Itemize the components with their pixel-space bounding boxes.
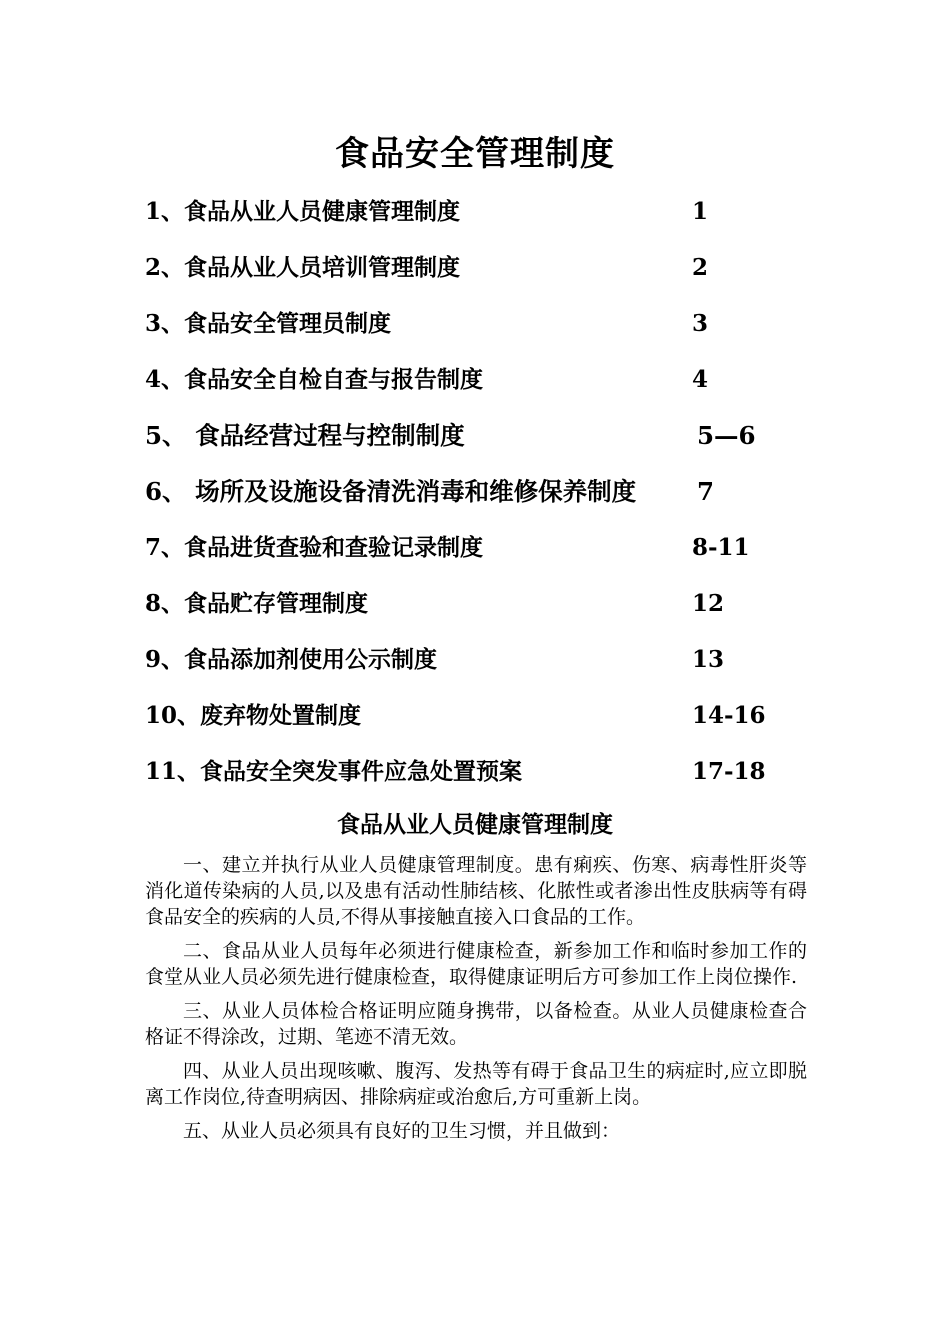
toc-item-page: 4 [692, 366, 709, 393]
section-body [145, 852, 807, 1152]
toc-item-label: 2、食品从业人员培训管理制度 [145, 254, 461, 281]
paragraph: 五、从业人员必须具有良好的卫生习惯，并且做到： [183, 1120, 621, 1142]
paragraph: 四、从业人员出现咳嗽、腹泻、发热等有碍于食品卫生的病症时,应立即脱离工作岗位,待查明病因、排除病症或治愈后,方可重新上岗。 [145, 1060, 807, 1108]
toc-item-6 [145, 470, 845, 526]
toc-item-label: 9、食品添加剂使用公示制度 [145, 646, 438, 673]
paragraph: 一、建立并执行从业人员健康管理制度。患有痢疾、伤寒、病毒性肝炎等消化道传染病的人员,以及患有活动性肺结核、化脓性或者渗出性皮肤病等有碍食品安全的疾病的人员,不得从事接触直接入口食品的工作。 [145, 854, 807, 928]
toc-item-label: 8、食品贮存管理制度 [145, 590, 369, 617]
toc-item-label: 1、食品从业人员健康管理制度 [145, 198, 461, 225]
toc-item-7 [145, 526, 845, 582]
toc-item-1 [145, 190, 845, 246]
toc-item-label: 7、食品进货查验和查验记录制度 [145, 534, 484, 561]
toc-item-label: 4、食品安全自检自查与报告制度 [145, 366, 484, 393]
toc-item-page: 5—6 [697, 421, 756, 450]
paragraph: 三、从业人员体检合格证明应随身携带，以备检查。从业人员健康检查合格证不得涂改，过期、笔迹不清无效。 [145, 1000, 807, 1048]
document-title: 食品安全管理制度 [335, 134, 615, 174]
section-title: 食品从业人员健康管理制度 [337, 811, 613, 838]
table-of-contents [145, 190, 845, 806]
toc-item-label: 5、 食品经营过程与控制制度 [145, 421, 465, 450]
toc-item-label: 10、废弃物处置制度 [145, 702, 362, 729]
toc-item-11 [145, 750, 845, 806]
toc-item-page: 17-18 [692, 758, 766, 785]
toc-item-page: 13 [692, 646, 725, 673]
toc-item-page: 2 [692, 254, 709, 281]
toc-item-10 [145, 694, 845, 750]
toc-item-page: 1 [692, 198, 709, 225]
paragraph: 二、食品从业人员每年必须进行健康检查，新参加工作和临时参加工作的食堂从业人员必须先进行健康检查，取得健康证明后方可参加工作上岗位操作. [145, 940, 807, 988]
toc-item-label: 3、食品安全管理员制度 [145, 310, 392, 337]
toc-item-page: 3 [692, 310, 709, 337]
toc-item-page: 7 [697, 477, 715, 506]
toc-item-label: 11、食品安全突发事件应急处置预案 [145, 758, 523, 785]
toc-item-page: 14-16 [692, 702, 766, 729]
toc-item-4 [145, 358, 845, 414]
toc-item-8 [145, 582, 845, 638]
toc-item-page: 8-11 [692, 534, 750, 561]
toc-item-3 [145, 302, 845, 358]
toc-item-5 [145, 414, 845, 470]
toc-item-9 [145, 638, 845, 694]
toc-item-2 [145, 246, 845, 302]
toc-item-page: 12 [692, 590, 725, 617]
toc-item-label: 6、 场所及设施设备清洗消毒和维修保养制度 [145, 477, 637, 506]
